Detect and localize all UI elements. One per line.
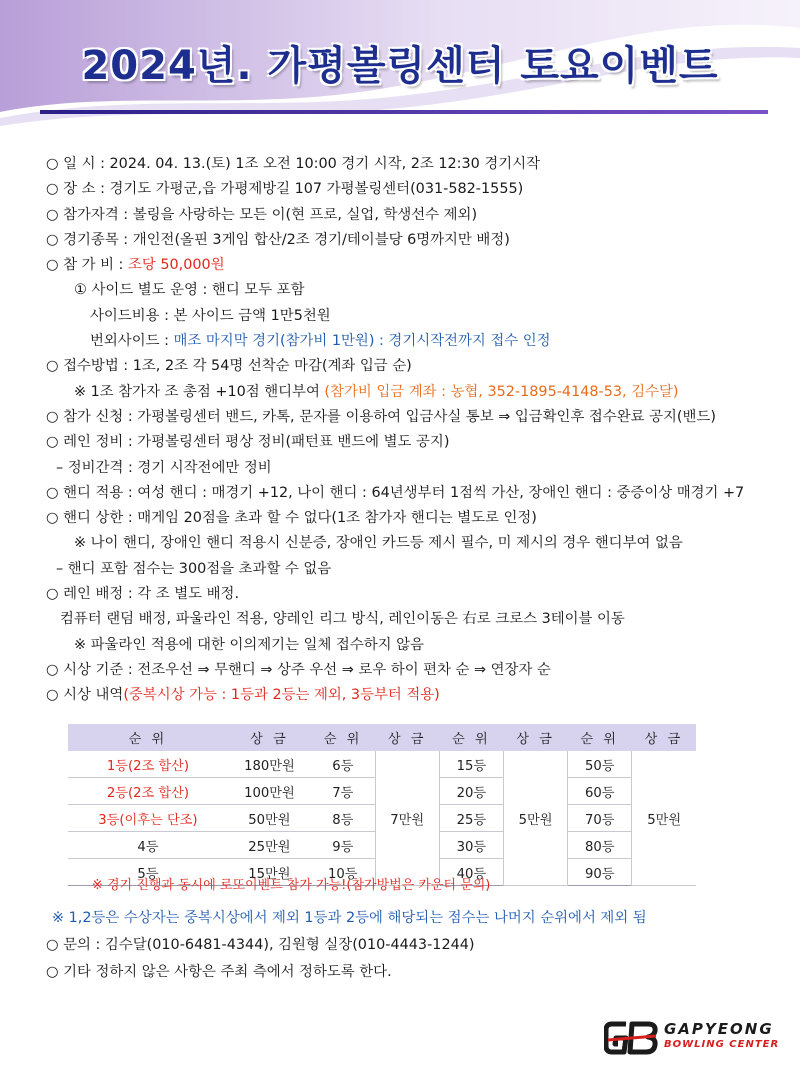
- header-prize: 상 금: [228, 724, 311, 751]
- prize-cell: 100만원: [228, 778, 311, 805]
- event-details: [46, 152, 776, 709]
- detail-schedule: ○ 일 시 : 2024. 04. 13.(토) 1조 오전 10:00 경기 시작, 2조 12:30 경기시작: [46, 156, 540, 172]
- detail-event-type: ○ 경기종목 : 개인전(올핀 3게임 합산/2조 경기/테이블당 6명까지만 배정): [46, 231, 510, 248]
- header-prize: 상 금: [503, 724, 567, 751]
- detail-side-cost: 사이드비용 : 본 사이드 금액 1만5천원: [90, 307, 331, 324]
- rank-cell: 1등(2조 합산): [68, 751, 228, 778]
- rank-cell: 9등: [311, 832, 375, 859]
- rank-cell: 70등: [568, 805, 632, 832]
- prize-table: [68, 724, 696, 886]
- detail-location: ○ 장 소 : 경기도 가평군,읍 가평제방길 107 가평볼링센터(031-582-1555): [46, 181, 524, 198]
- prize-cell: 180만원: [228, 751, 311, 778]
- rank-cell: 8등: [311, 805, 375, 832]
- detail-foul-line-note: ※ 파울라인 적용에 대한 이의제기는 일체 접수하지 않음: [74, 636, 424, 653]
- prize-cell-merged: 7만원: [375, 751, 439, 886]
- table-row: [68, 751, 696, 778]
- rank-cell: 20등: [439, 778, 503, 805]
- rank-cell: 15등: [439, 751, 503, 778]
- detail-extra-side: 번외사이드 : 매조 마지막 경기(참가비 1만원) : 경기시작전까지 접수 인정: [90, 333, 551, 350]
- detail-lane-maintenance: ○ 레인 정비 : 가평볼링센터 평상 정비(패턴표 밴드에 별도 공지): [46, 434, 450, 451]
- detail-handicap-id: ※ 나이 핸디, 장애인 핸디 적용시 신분증, 장애인 카드등 제시 필수, 미 제시의 경우 핸디부여 없음: [74, 535, 683, 552]
- prize-cell-merged: 5만원: [503, 751, 567, 886]
- rank-cell: 50등: [568, 751, 632, 778]
- detail-entry-fee: ○ 참 가 비 : 조당 50,000원: [46, 257, 225, 274]
- detail-award-criteria: ○ 시상 기준 : 전조우선 ⇒ 무핸디 ⇒ 상주 우선 ⇒ 로우 하이 편차 순 ⇒ 연장자 순: [46, 661, 551, 678]
- detail-application: ○ 참가 신청 : 가평볼링센터 밴드, 카톡, 문자를 이용하여 입금사실 통보 ⇒ 입금확인후 접수완료 공지(밴드): [46, 408, 716, 425]
- prize-cell: 15만원: [228, 859, 311, 886]
- header-rank: 순 위: [439, 724, 503, 751]
- prize-cell: 50만원: [228, 805, 311, 832]
- detail-side-game: ① 사이드 별도 운영 : 핸디 모두 포함: [74, 282, 305, 299]
- rank-cell: 40등: [439, 859, 503, 886]
- contact-info: ○ 문의 : 김수달(010-6481-4344), 김원형 실장(010-4443-1244): [46, 937, 475, 953]
- rank-cell: 2등(2조 합산): [68, 778, 228, 805]
- other-matters: ○ 기타 정하지 않은 사항은 주최 측에서 정하도록 한다.: [46, 964, 392, 980]
- rank-cell: 60등: [568, 778, 632, 805]
- title-underline: [40, 110, 768, 114]
- rank-cell: 25등: [439, 805, 503, 832]
- header-rank: 순 위: [68, 724, 228, 751]
- closing-notes: [46, 905, 786, 986]
- prize-cell: 25만원: [228, 832, 311, 859]
- detail-registration: ○ 접수방법 : 1조, 2조 각 54명 선착순 마감(계좌 입금 순): [46, 358, 412, 375]
- rank-cell: 7등: [311, 778, 375, 805]
- prize-table-header: [68, 724, 696, 751]
- detail-lane-method: 컴퓨터 랜덤 배정, 파울라인 적용, 양레인 리그 방식, 레인이동은 右로 크로스 3테이블 이동: [60, 611, 625, 628]
- prize-cell-merged: 5만원: [632, 751, 696, 886]
- detail-handicap-limit: ○ 핸디 상한 : 매게임 20점을 초과 할 수 없다(1조 참가자 핸디는 별도로 인정): [46, 510, 537, 527]
- logo-text-main: GAPYEONG: [664, 1020, 774, 1038]
- rank-cell: 3등(이후는 단조): [68, 805, 228, 832]
- gapyeong-bowling-logo: [604, 1018, 784, 1058]
- detail-handicap: ○ 핸디 적용 : 여성 핸디 : 매경기 +12, 나이 핸디 : 64년생부터 1점씩 가산, 장애인 핸디 : 중증이상 매경기 +7: [46, 484, 745, 501]
- logo-text-sub: BOWLING CENTER: [664, 1039, 780, 1050]
- rank-cell: 4등: [68, 832, 228, 859]
- gb-logo-icon: [604, 1018, 660, 1058]
- detail-award-list: ○ 시상 내역(중복시상 가능 : 1등과 2등는 제외, 3등부터 적용): [46, 687, 440, 704]
- detail-score-cap: – 핸디 포함 점수는 300점을 초과할 수 없음: [56, 560, 332, 577]
- rank-cell: 5등: [68, 859, 228, 886]
- header-prize: 상 금: [375, 724, 439, 751]
- detail-lane-assignment: ○ 레인 배정 : 각 조 별도 배정.: [46, 586, 240, 603]
- header-rank: 순 위: [568, 724, 632, 751]
- lotto-event-note: ※ 경기 진행과 동시에 로또이벤트 참가 가능!(참가방법은 카운터 문의): [92, 878, 491, 893]
- exclusion-note: ※ 1,2등은 수상자는 중복시상에서 제외 1등과 2등에 해당되는 점수는 나머지 순위에서 제외 됨: [52, 910, 647, 926]
- detail-maintenance-interval: – 정비간격 : 경기 시작전에만 정비: [56, 459, 272, 476]
- rank-cell: 30등: [439, 832, 503, 859]
- detail-eligibility: ○ 참가자격 : 볼링을 사랑하는 모든 이(현 프로, 실업, 학생선수 제외): [46, 206, 478, 223]
- header-prize: 상 금: [632, 724, 696, 751]
- rank-cell: 10등: [311, 859, 375, 886]
- detail-handicap-note: ※ 1조 참가자 조 총점 +10점 핸디부여 (참가비 입금 계좌 : 농협, 352-1895-4148-53, 김수달): [74, 383, 679, 400]
- rank-cell: 90등: [568, 859, 632, 886]
- rank-cell: 6등: [311, 751, 375, 778]
- rank-cell: 80등: [568, 832, 632, 859]
- header-rank: 순 위: [311, 724, 375, 751]
- page-title: 2024년. 가평볼링센터 토요이벤트: [81, 43, 719, 89]
